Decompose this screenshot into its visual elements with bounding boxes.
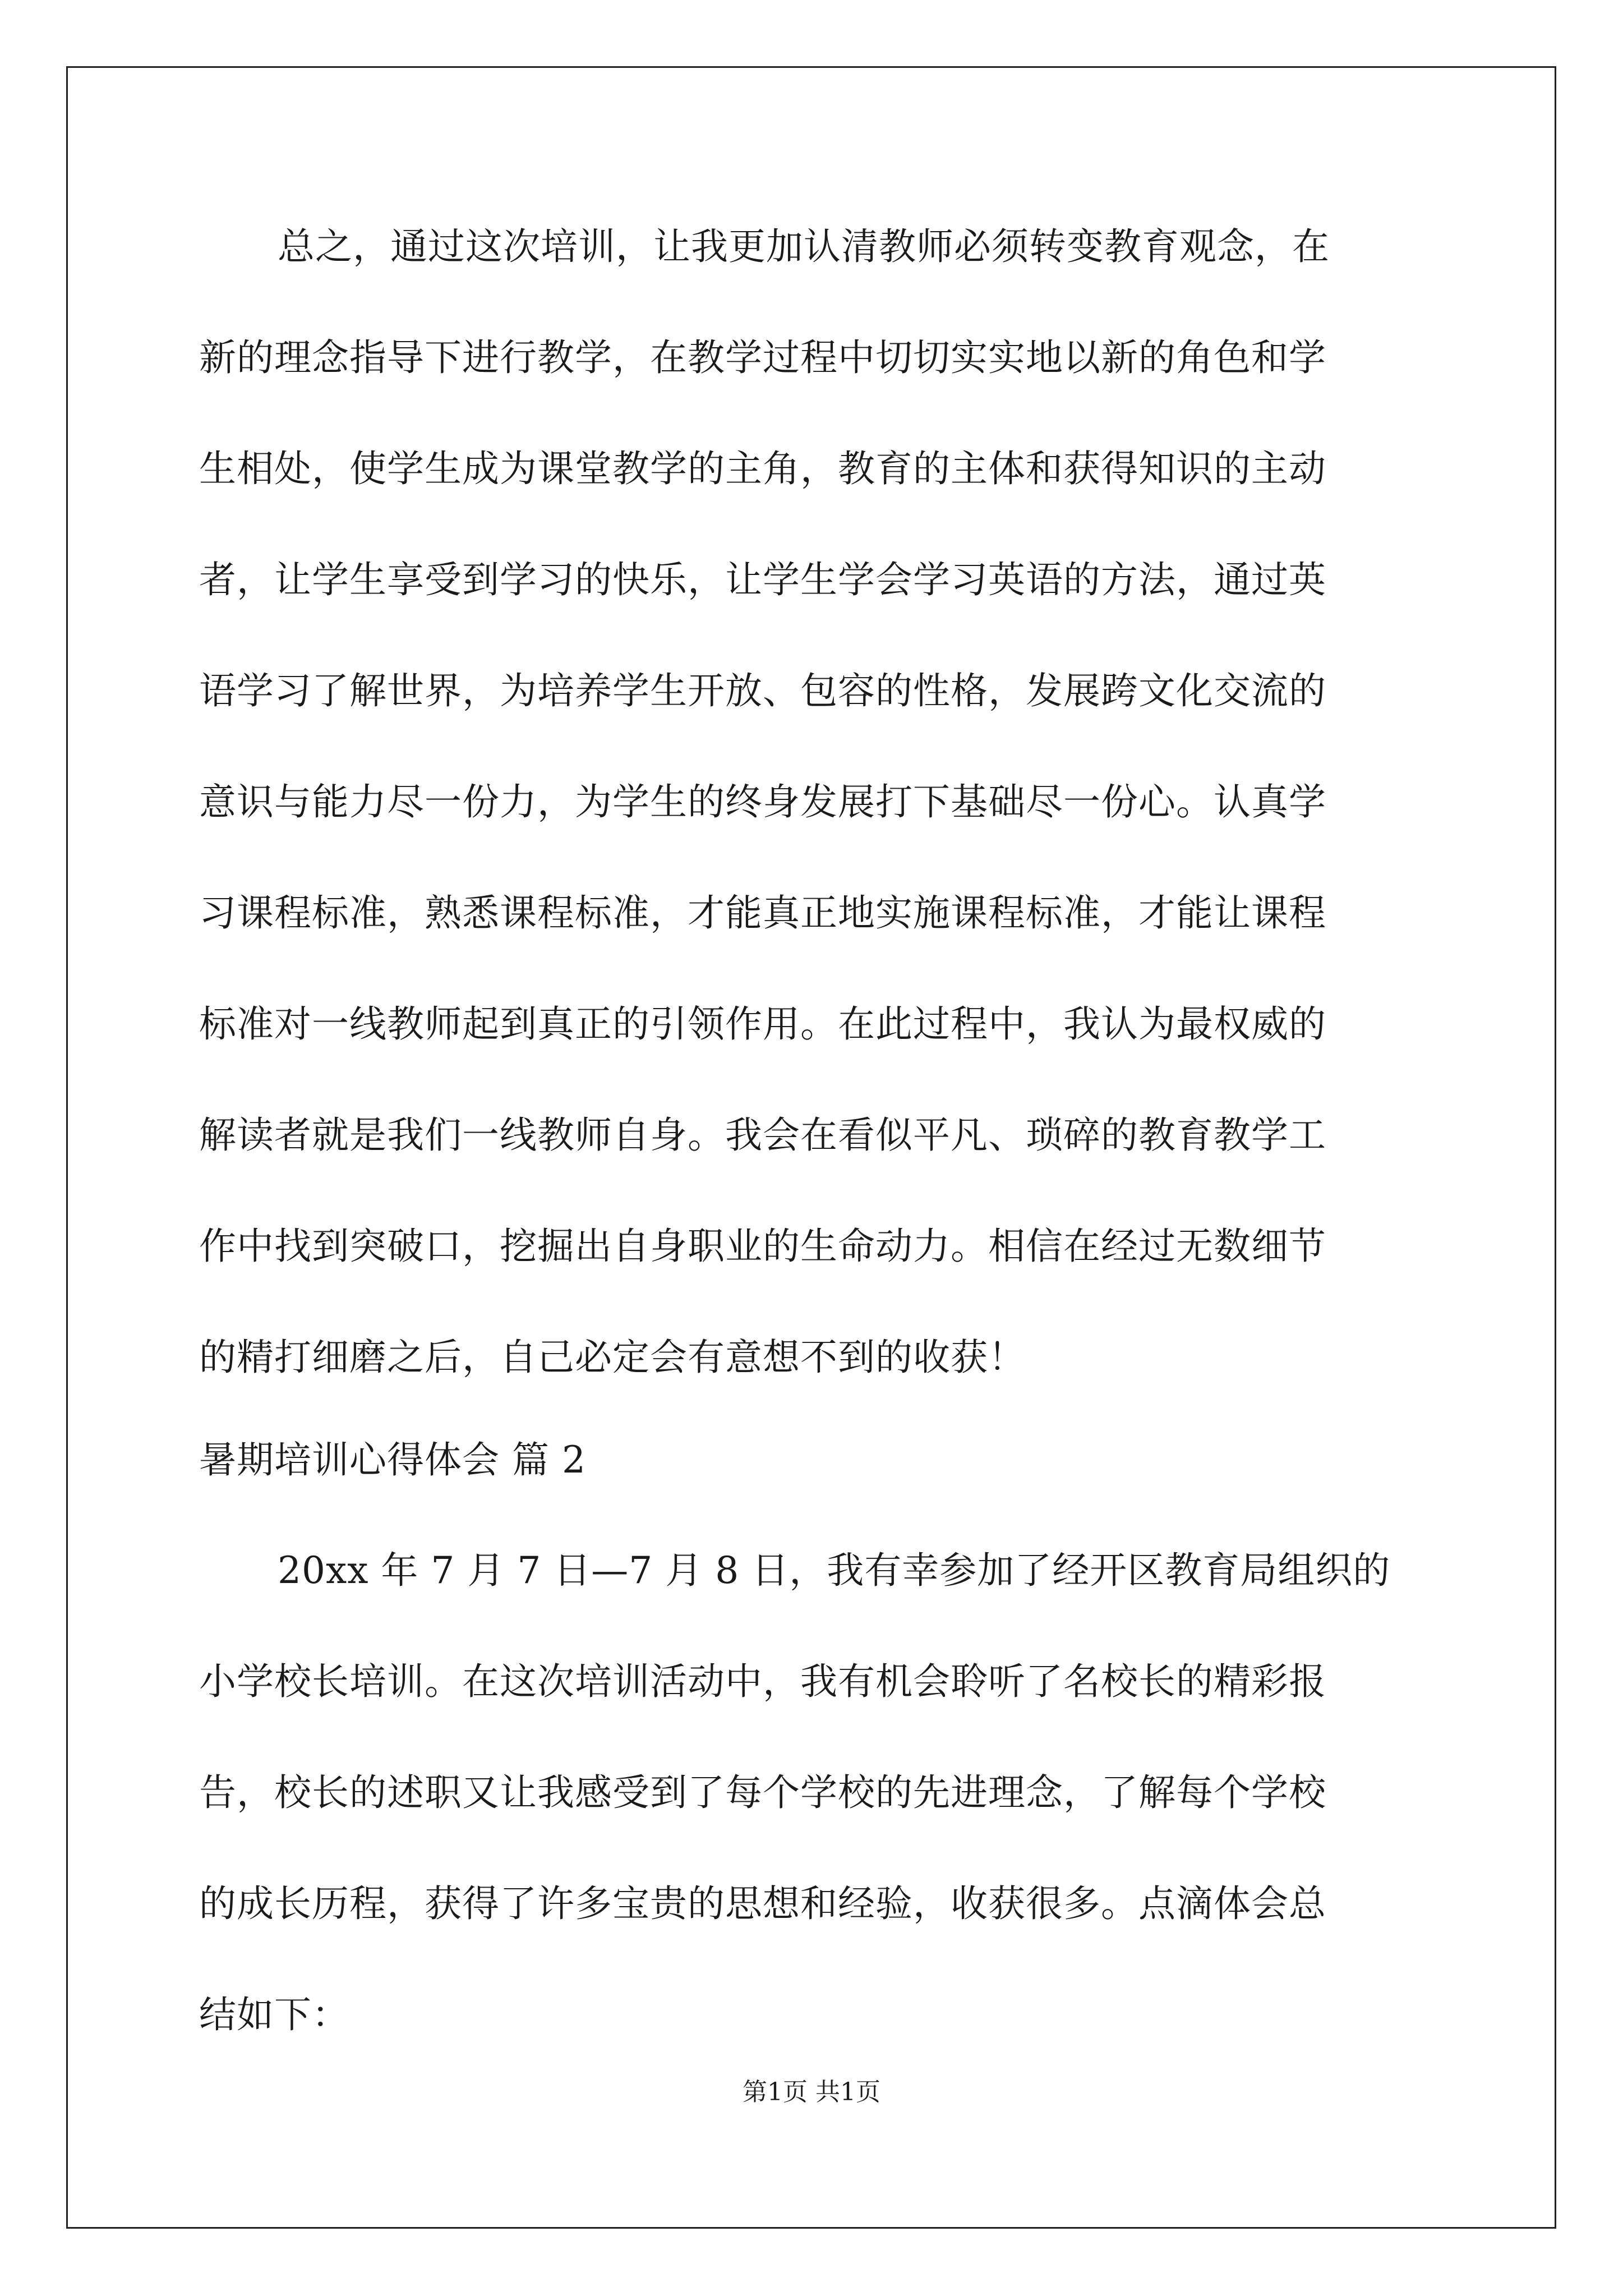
paragraph-1-line: 生相处，使学生成为课堂教学的主角，教育的主体和获得知识的主动 [199,447,1326,490]
paragraph-1-line: 语学习了解世界，为培养学生开放、包容的性格，发展跨文化交流的 [199,669,1326,712]
paragraph-1-line: 的精打细磨之后，自己必定会有意想不到的收获！ [199,1336,1026,1379]
paragraph-1-line: 者，让学生享受到学习的快乐，让学生学会学习英语的方法，通过英 [199,558,1326,601]
paragraph-1-line: 解读者就是我们一线教师自身。我会在看似平凡、琐碎的教育教学工 [199,1114,1326,1157]
paragraph-2-line: 小学校长培训。在这次培训活动中，我有机会聆听了名校长的精彩报 [199,1660,1326,1703]
paragraph-1-line: 新的理念指导下进行教学，在教学过程中切切实实地以新的角色和学 [199,336,1326,379]
section-heading: 暑期培训心得体会 篇 2 [199,1438,586,1481]
paragraph-1-line: 标准对一线教师起到真正的引领作用。在此过程中，我认为最权威的 [199,1002,1326,1046]
paragraph-2-line: 的成长历程，获得了许多宝贵的思想和经验，收获很多。点滴体会总 [199,1882,1326,1925]
paragraph-1-line: 作中找到突破口，挖掘出自身职业的生命动力。相信在经过无数细节 [199,1225,1326,1268]
paragraph-1-line: 总之，通过这次培训，让我更加认清教师必须转变教育观念，在 [278,225,1330,268]
paragraph-2-line: 结如下： [199,1993,349,2036]
paragraph-1-line: 意识与能力尽一份力，为学生的终身发展打下基础尽一份心。认真学 [199,780,1326,823]
paragraph-1-line: 习课程标准，熟悉课程标准，才能真正地实施课程标准，才能让课程 [199,891,1326,935]
paragraph-2-line: 告，校长的述职又让我感受到了每个学校的先进理念，了解每个学校 [199,1771,1326,1814]
paragraph-2-line: 20xx 年 7 月 7 日—7 月 8 日，我有幸参加了经开区教育局组织的 [278,1549,1391,1592]
page-number-footer: 第1页 共1页 [743,2078,880,2106]
